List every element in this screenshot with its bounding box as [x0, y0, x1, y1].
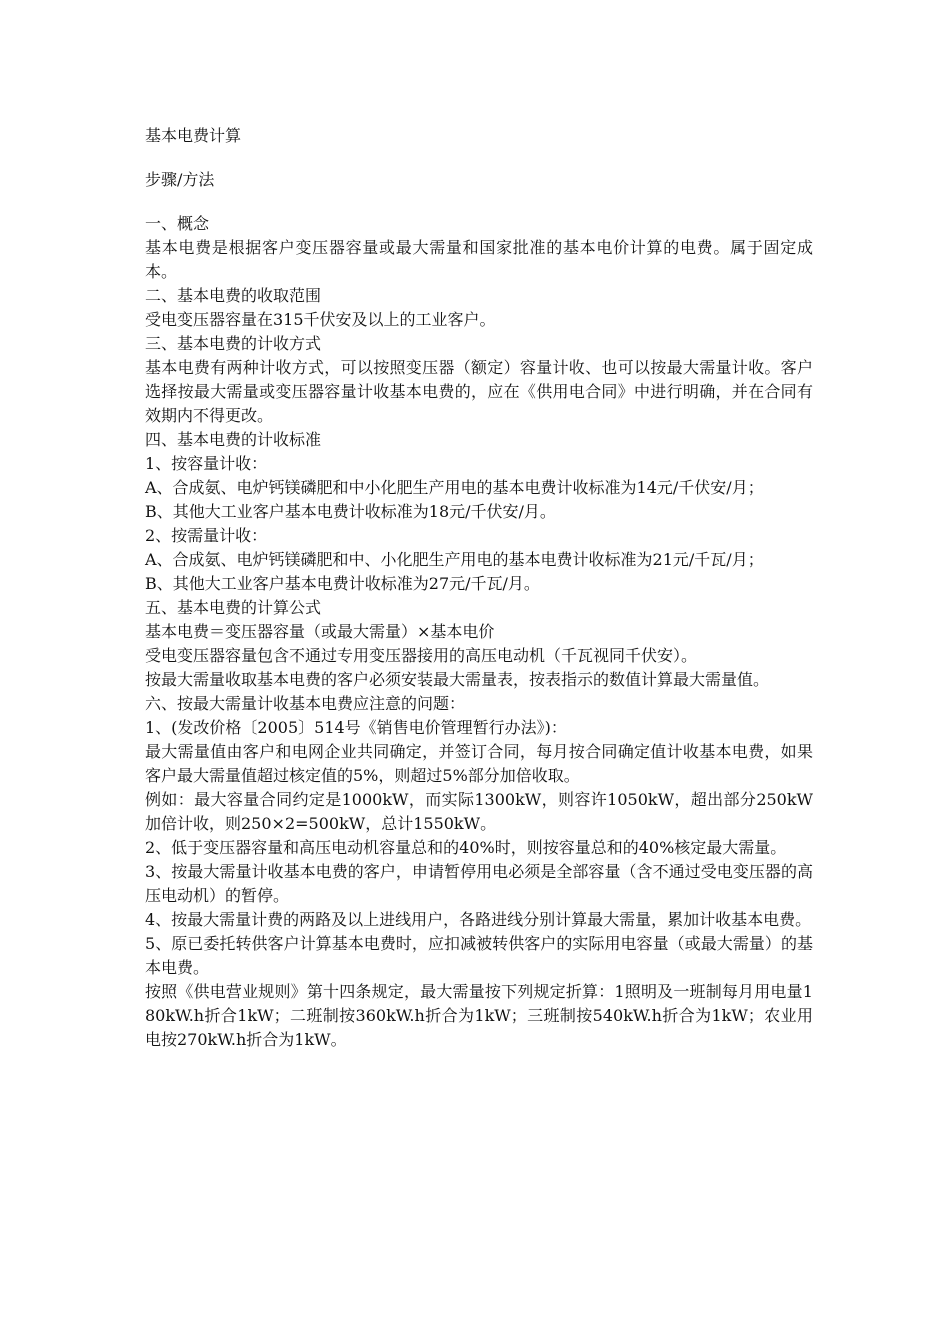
paragraph: 受电变压器容量包含不通过专用变压器接用的高压电动机（千瓦视同千伏安）。 — [145, 646, 698, 665]
list-item: 1、按容量计收： — [145, 454, 268, 473]
paragraph: 按照《供电营业规则》第十四条规定，最大需量按下列规定折算：1照明及一班制每月用电量180kW.h折合1kW；二班制按360kW.h折合为1kW；三班制按540kW.h折合为1kW；农业用电按270kW.h折合为1kW。 — [145, 982, 813, 1049]
paragraph: 基本电费有两种计收方式，可以按照变压器（额定）容量计收、也可以按最大需量计收。客户选择按最大需量或变压器容量计收基本电费的，应在《供用电合同》中进行明确，并在合同有效期内不得更改。 — [145, 358, 813, 425]
section-heading-method: 三、基本电费的计收方式 — [145, 334, 322, 353]
list-item: 3、按最大需量计收基本电费的客户，申请暂停用电必须是全部容量（含不通过受电变压器的高压电动机）的暂停。 — [145, 862, 813, 905]
list-item: 1、(发改价格〔2005〕514号《销售电价管理暂行办法》)： — [145, 718, 567, 737]
paragraph: 按最大需量收取基本电费的客户必须安装最大需量表，按表指示的数值计算最大需量值。 — [145, 670, 770, 689]
document-content — [145, 124, 813, 1052]
section-heading-scope: 二、基本电费的收取范围 — [145, 286, 322, 305]
section-heading-formula: 五、基本电费的计算公式 — [145, 598, 322, 617]
list-item: B、其他大工业客户基本电费计收标准为18元/千伏安/月。 — [145, 502, 556, 521]
section-heading-standard: 四、基本电费的计收标准 — [145, 430, 322, 449]
section-heading-concept: 一、概念 — [145, 214, 210, 233]
paragraph: 基本电费是根据客户变压器容量或最大需量和国家批准的基本电价计算的电费。属于固定成本。 — [145, 238, 813, 281]
document-subtitle: 步骤/方法 — [145, 170, 215, 189]
document-title: 基本电费计算 — [145, 126, 242, 145]
paragraph: 最大需量值由客户和电网企业共同确定，并签订合同，每月按合同确定值计收基本电费，如果客户最大需量值超过核定值的5%，则超过5%部分加倍收取。 — [145, 742, 813, 785]
list-item: B、其他大工业客户基本电费计收标准为27元/千瓦/月。 — [145, 574, 540, 593]
section-heading-notes: 六、按最大需量计收基本电费应注意的问题： — [145, 694, 466, 713]
list-item: A、合成氨、电炉钙镁磷肥和中小化肥生产用电的基本电费计收标准为14元/千伏安/月； — [145, 478, 764, 497]
example-paragraph: 例如：最大容量合同约定是1000kW，而实际1300kW，则容许1050kW，超出部分250kW加倍计收，则250×2=500kW，总计1550kW。 — [145, 790, 813, 833]
list-item: 5、原已委托转供客户计算基本电费时，应扣减被转供客户的实际用电容量（或最大需量）的基本电费。 — [145, 934, 813, 977]
list-item: 4、按最大需量计费的两路及以上进线用户，各路进线分别计算最大需量，累加计收基本电费。 — [145, 910, 812, 929]
list-item: 2、按需量计收： — [145, 526, 268, 545]
list-item: A、合成氨、电炉钙镁磷肥和中、小化肥生产用电的基本电费计收标准为21元/千瓦/月； — [145, 550, 764, 569]
document-body — [145, 212, 813, 1052]
formula-line: 基本电费＝变压器容量（或最大需量）×基本电价 — [145, 622, 495, 641]
list-item: 2、低于变压器容量和高压电动机容量总和的40%时，则按容量总和的40%核定最大需量。 — [145, 838, 787, 857]
paragraph: 受电变压器容量在315千伏安及以上的工业客户。 — [145, 310, 496, 329]
